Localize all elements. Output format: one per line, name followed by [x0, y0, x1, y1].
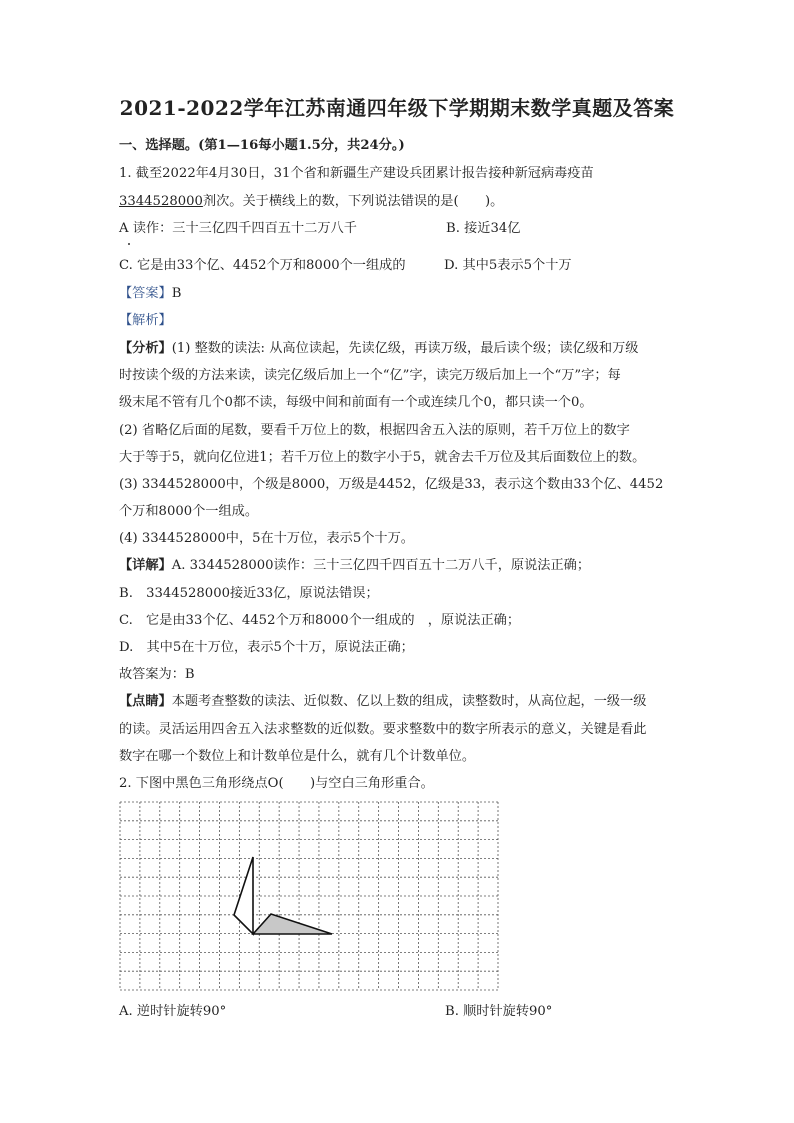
- q2-stem: 2. 下图中黑色三角形绕点O( )与空白三角形重合。: [119, 776, 434, 791]
- q1-options-row2: [119, 257, 572, 275]
- answer-tag: 【答案】: [119, 286, 172, 301]
- analysis-line8: (4) 3344528000中，5在十万位，表示5个十万。: [119, 531, 414, 546]
- blank-triangle: [234, 857, 253, 934]
- analysis-line2: 时按读个级的方法来读，读完亿级后加上一个“亿”字，读完万级后加上一个“万”字；每: [119, 368, 621, 383]
- dianjing-text: 本题考查整数的读法、近似数、亿以上数的组成，读整数时，从高位起，一级一级: [171, 694, 647, 709]
- analysis-line5: 大于等于5，就向亿位进1；若千万位上的数字小于5，就舍去千万位及其后面数位上的数。: [119, 450, 646, 465]
- answer-value: B: [171, 286, 182, 301]
- analysis-line4: (2) 省略亿后面的尾数，要看千万位上的数，根据四舍五入法的原则，若千万位上的数字: [119, 423, 630, 438]
- q1-option-d: D. 其中5表示5个十万: [444, 258, 572, 273]
- analysis-line6: (3) 3344528000中，个级是8000，万级是4452，亿级是33，表示这个数由33个亿、4452: [119, 477, 664, 492]
- detail-line-c: C. 它是由33个亿、4452个万和8000个一组成的 ，原说法正确；: [119, 613, 521, 628]
- analysis-line3: 级末尾不管有几个0都不读，每级中间和前面有一个或连续几个0，都只读一个0。: [119, 395, 593, 410]
- section-heading: 一、选择题。(第1—16每小题1.5分，共24分。): [119, 138, 405, 153]
- underlined-number: 3344528000: [119, 194, 203, 209]
- analysis-line7: 个万和8000个一组成。: [119, 504, 259, 519]
- dianjing-line2: 的读。灵活运用四舍五入法求整数的近似数。要求整数中的数字所表示的意义，关键是看此: [119, 722, 647, 737]
- detail-text-a: A. 3344528000读作：三十三亿四千四百五十二万八千，原说法正确；: [171, 558, 591, 573]
- answer-line: [119, 285, 181, 303]
- q1-stem-rest: 剂次。关于横线上的数，下列说法错误的是( )。: [202, 194, 504, 209]
- stray-dot: [128, 243, 130, 245]
- dianjing-line3: 数字在哪一个数位上和计数单位是什么，就有几个计数单位。: [119, 749, 476, 764]
- final-answer: 故答案为：B: [119, 667, 195, 682]
- q1-option-c: C. 它是由33个亿、4452个万和8000个一组成的: [119, 258, 406, 273]
- dianjing-line1: [119, 693, 647, 711]
- detail-tag: 【详解】: [119, 558, 172, 573]
- q1-option-a: A 读作：三十三亿四千四百五十二万八千: [119, 221, 357, 236]
- grid-lines: [120, 802, 498, 990]
- analysis-text: (1) 整数的读法: 从高位读起，先读亿级，再读万级，最后读个级；读亿级和万级: [171, 341, 639, 356]
- grid-svg: [119, 801, 499, 991]
- q1-options-row1: [119, 220, 521, 238]
- detail-line-a: [119, 557, 590, 575]
- q1-stem-line1: 1. 截至2022年4月30日，31个省和新疆生产建设兵团累计报告接种新冠病毒疫苗: [119, 166, 594, 181]
- dianjing-tag: 【点睛】: [119, 694, 172, 709]
- fenxi-tag: 【分析】: [119, 341, 172, 356]
- analysis-line1: [119, 340, 638, 358]
- analysis-tag: 【解析】: [119, 313, 172, 328]
- q2-options: [119, 1003, 553, 1021]
- document-title: 2021-2022学年江苏南通四年级下学期期末数学真题及答案: [119, 96, 675, 120]
- detail-line-d: D. 其中5在十万位，表示5个十万，原说法正确；: [119, 640, 414, 655]
- q2-option-a: A. 逆时针旋转90°: [119, 1004, 227, 1019]
- rotation-grid-figure: [119, 801, 499, 995]
- detail-line-b: B. 3344528000接近33亿，原说法错误；: [119, 586, 379, 601]
- q1-stem-line2: [119, 193, 503, 211]
- q1-option-b: B. 接近34亿: [446, 221, 521, 236]
- shaded-triangle: [253, 914, 332, 934]
- q2-option-b: B. 顺时针旋转90°: [445, 1004, 553, 1019]
